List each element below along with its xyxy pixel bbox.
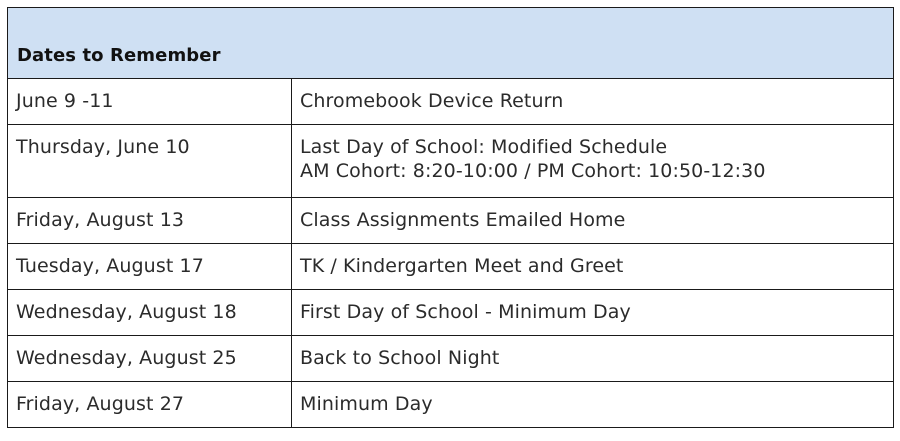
event-text: Last Day of School: Modified Schedule [300,136,668,158]
dates-table [7,7,894,428]
table-row [8,244,894,290]
event-cell [292,79,894,125]
table-row [8,79,894,125]
table-row [8,382,894,428]
table-row [8,290,894,336]
event-text: First Day of School - Minimum Day [300,301,631,323]
event-cell [292,244,894,290]
event-text: TK / Kindergarten Meet and Greet [300,255,624,277]
event-text: Minimum Day [300,393,433,415]
event-text: Back to School Night [300,347,500,369]
date-cell: Thursday, June 10 [8,125,292,198]
date-cell: June 9 -11 [8,79,292,125]
event-text: AM Cohort: 8:20-10:00 / PM Cohort: 10:50-12:30 [300,160,766,182]
dates-table-container [7,7,893,428]
event-cell [292,382,894,428]
date-cell: Wednesday, August 18 [8,290,292,336]
event-cell [292,198,894,244]
date-cell: Tuesday, August 17 [8,244,292,290]
table-title: Dates to Remember [8,8,894,79]
event-text: Class Assignments Emailed Home [300,209,626,231]
date-cell: Wednesday, August 25 [8,336,292,382]
event-cell [292,125,894,198]
event-text: Chromebook Device Return [300,90,564,112]
date-cell: Friday, August 13 [8,198,292,244]
table-row [8,125,894,198]
table-header-row [8,8,894,79]
table-row [8,198,894,244]
table-row [8,336,894,382]
event-cell [292,290,894,336]
date-cell: Friday, August 27 [8,382,292,428]
event-cell [292,336,894,382]
